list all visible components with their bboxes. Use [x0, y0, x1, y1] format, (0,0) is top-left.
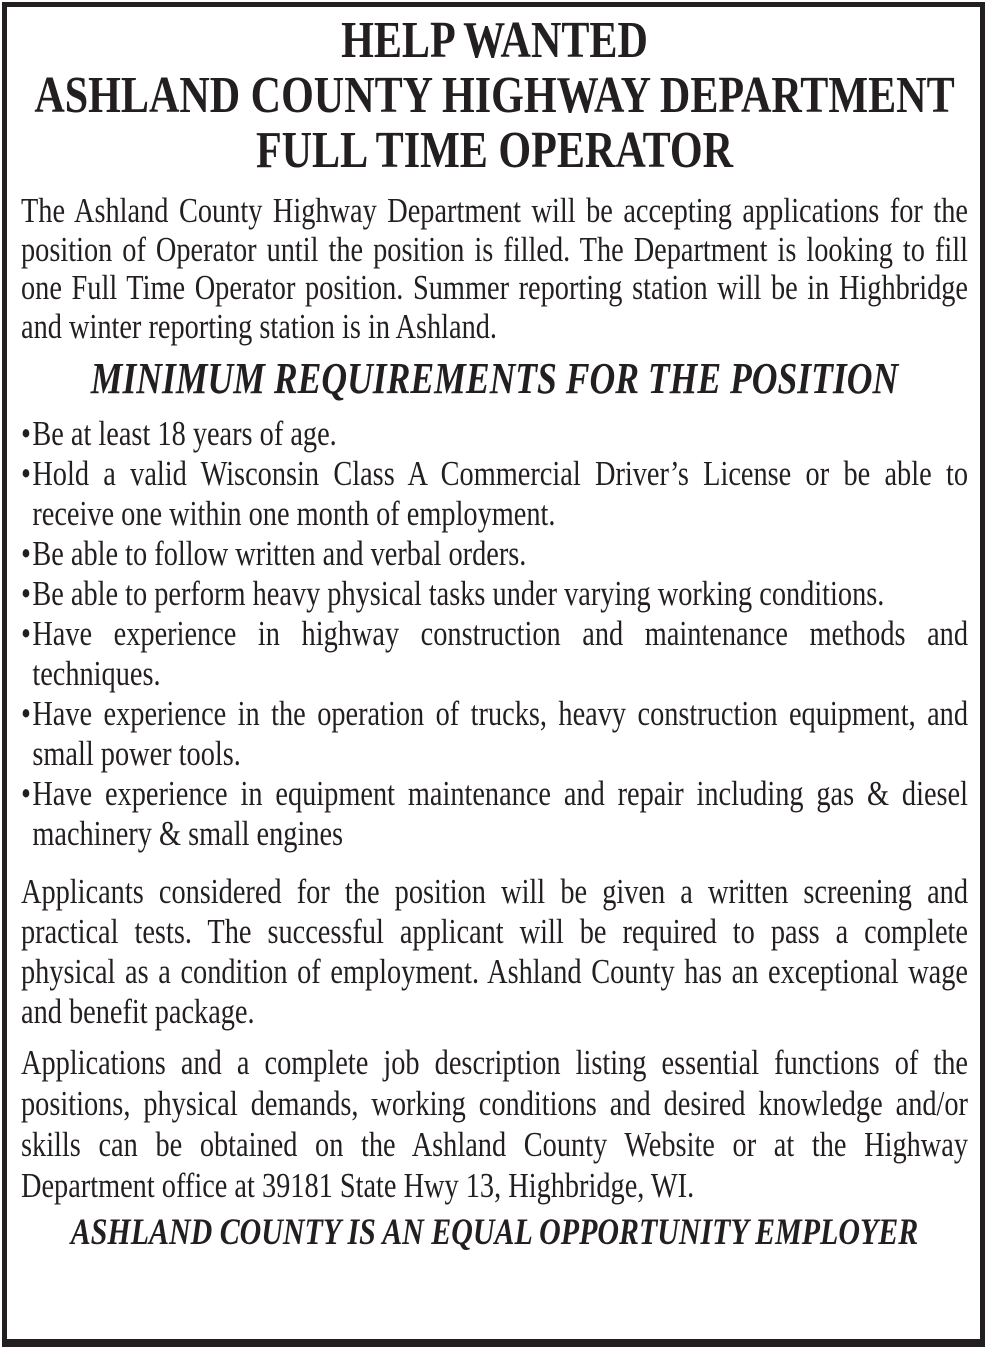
bullet-icon: • [21, 774, 31, 813]
equal-opportunity-footer: ASHLAND COUNTY IS AN EQUAL OPPORTUNITY EMPLOYER [70, 1212, 919, 1253]
requirement-text: Have experience in equipment maintenance and repair including gas & diesel machinery & small engines [32, 774, 968, 853]
ad-title-line-2: ASHLAND COUNTY HIGHWAY DEPARTMENT [34, 67, 955, 124]
bullet-icon: • [21, 414, 31, 453]
requirement-item [21, 694, 968, 774]
requirement-text: Have experience in highway construction and maintenance methods and techniques. [32, 614, 968, 693]
bullet-icon: • [21, 534, 31, 573]
requirement-item [21, 414, 968, 454]
applications-paragraph: Applications and a complete job description listing essential functions of the positions, physical demands, working conditions and desired knowledge and/or skills can be obtained on the Ashland County Website or at the Highway Department office at 39181 State Hwy 13, Highbridge, WI. [21, 1043, 968, 1205]
ad-title-line-1: HELP WANTED [341, 12, 648, 69]
ad-content [21, 13, 968, 1252]
screening-paragraph: Applicants considered for the position will be given a written screening and practical tests. The successful applicant will be required to pass a complete physical as a condition of employment. Ashland County has an exceptional wage and benefit package. [21, 872, 968, 1031]
ad-title [21, 13, 968, 178]
bullet-icon: • [21, 694, 31, 733]
requirement-item [21, 454, 968, 534]
requirement-text: Be able to follow written and verbal orders. [32, 534, 527, 573]
bullet-icon: • [21, 574, 31, 613]
bullet-icon: • [21, 454, 31, 493]
requirement-text: Be able to perform heavy physical tasks under varying working conditions. [32, 574, 885, 613]
requirements-list [21, 414, 968, 854]
requirement-text: Be at least 18 years of age. [32, 414, 337, 453]
requirement-item [21, 614, 968, 694]
ad-title-line-3: FULL TIME OPERATOR [255, 122, 734, 179]
requirement-text: Have experience in the operation of trucks, heavy construction equipment, and small power tools. [32, 694, 968, 773]
requirements-heading: MINIMUM REQUIREMENTS FOR THE POSITION [90, 354, 899, 403]
requirement-item [21, 534, 968, 574]
requirement-item [21, 774, 968, 854]
requirement-item [21, 574, 968, 614]
ad-frame [2, 2, 985, 1347]
intro-paragraph: The Ashland County Highway Department will be accepting applications for the position of Operator until the position is filled. The Department is looking to fill one Full Time Operator position. Summer reporting station will be in Highbridge and winter reporting station is in Ashland. [21, 191, 968, 346]
bullet-icon: • [21, 614, 31, 653]
requirement-text: Hold a valid Wisconsin Class A Commercial Driver’s License or be able to receive one within one month of employment. [32, 454, 968, 533]
